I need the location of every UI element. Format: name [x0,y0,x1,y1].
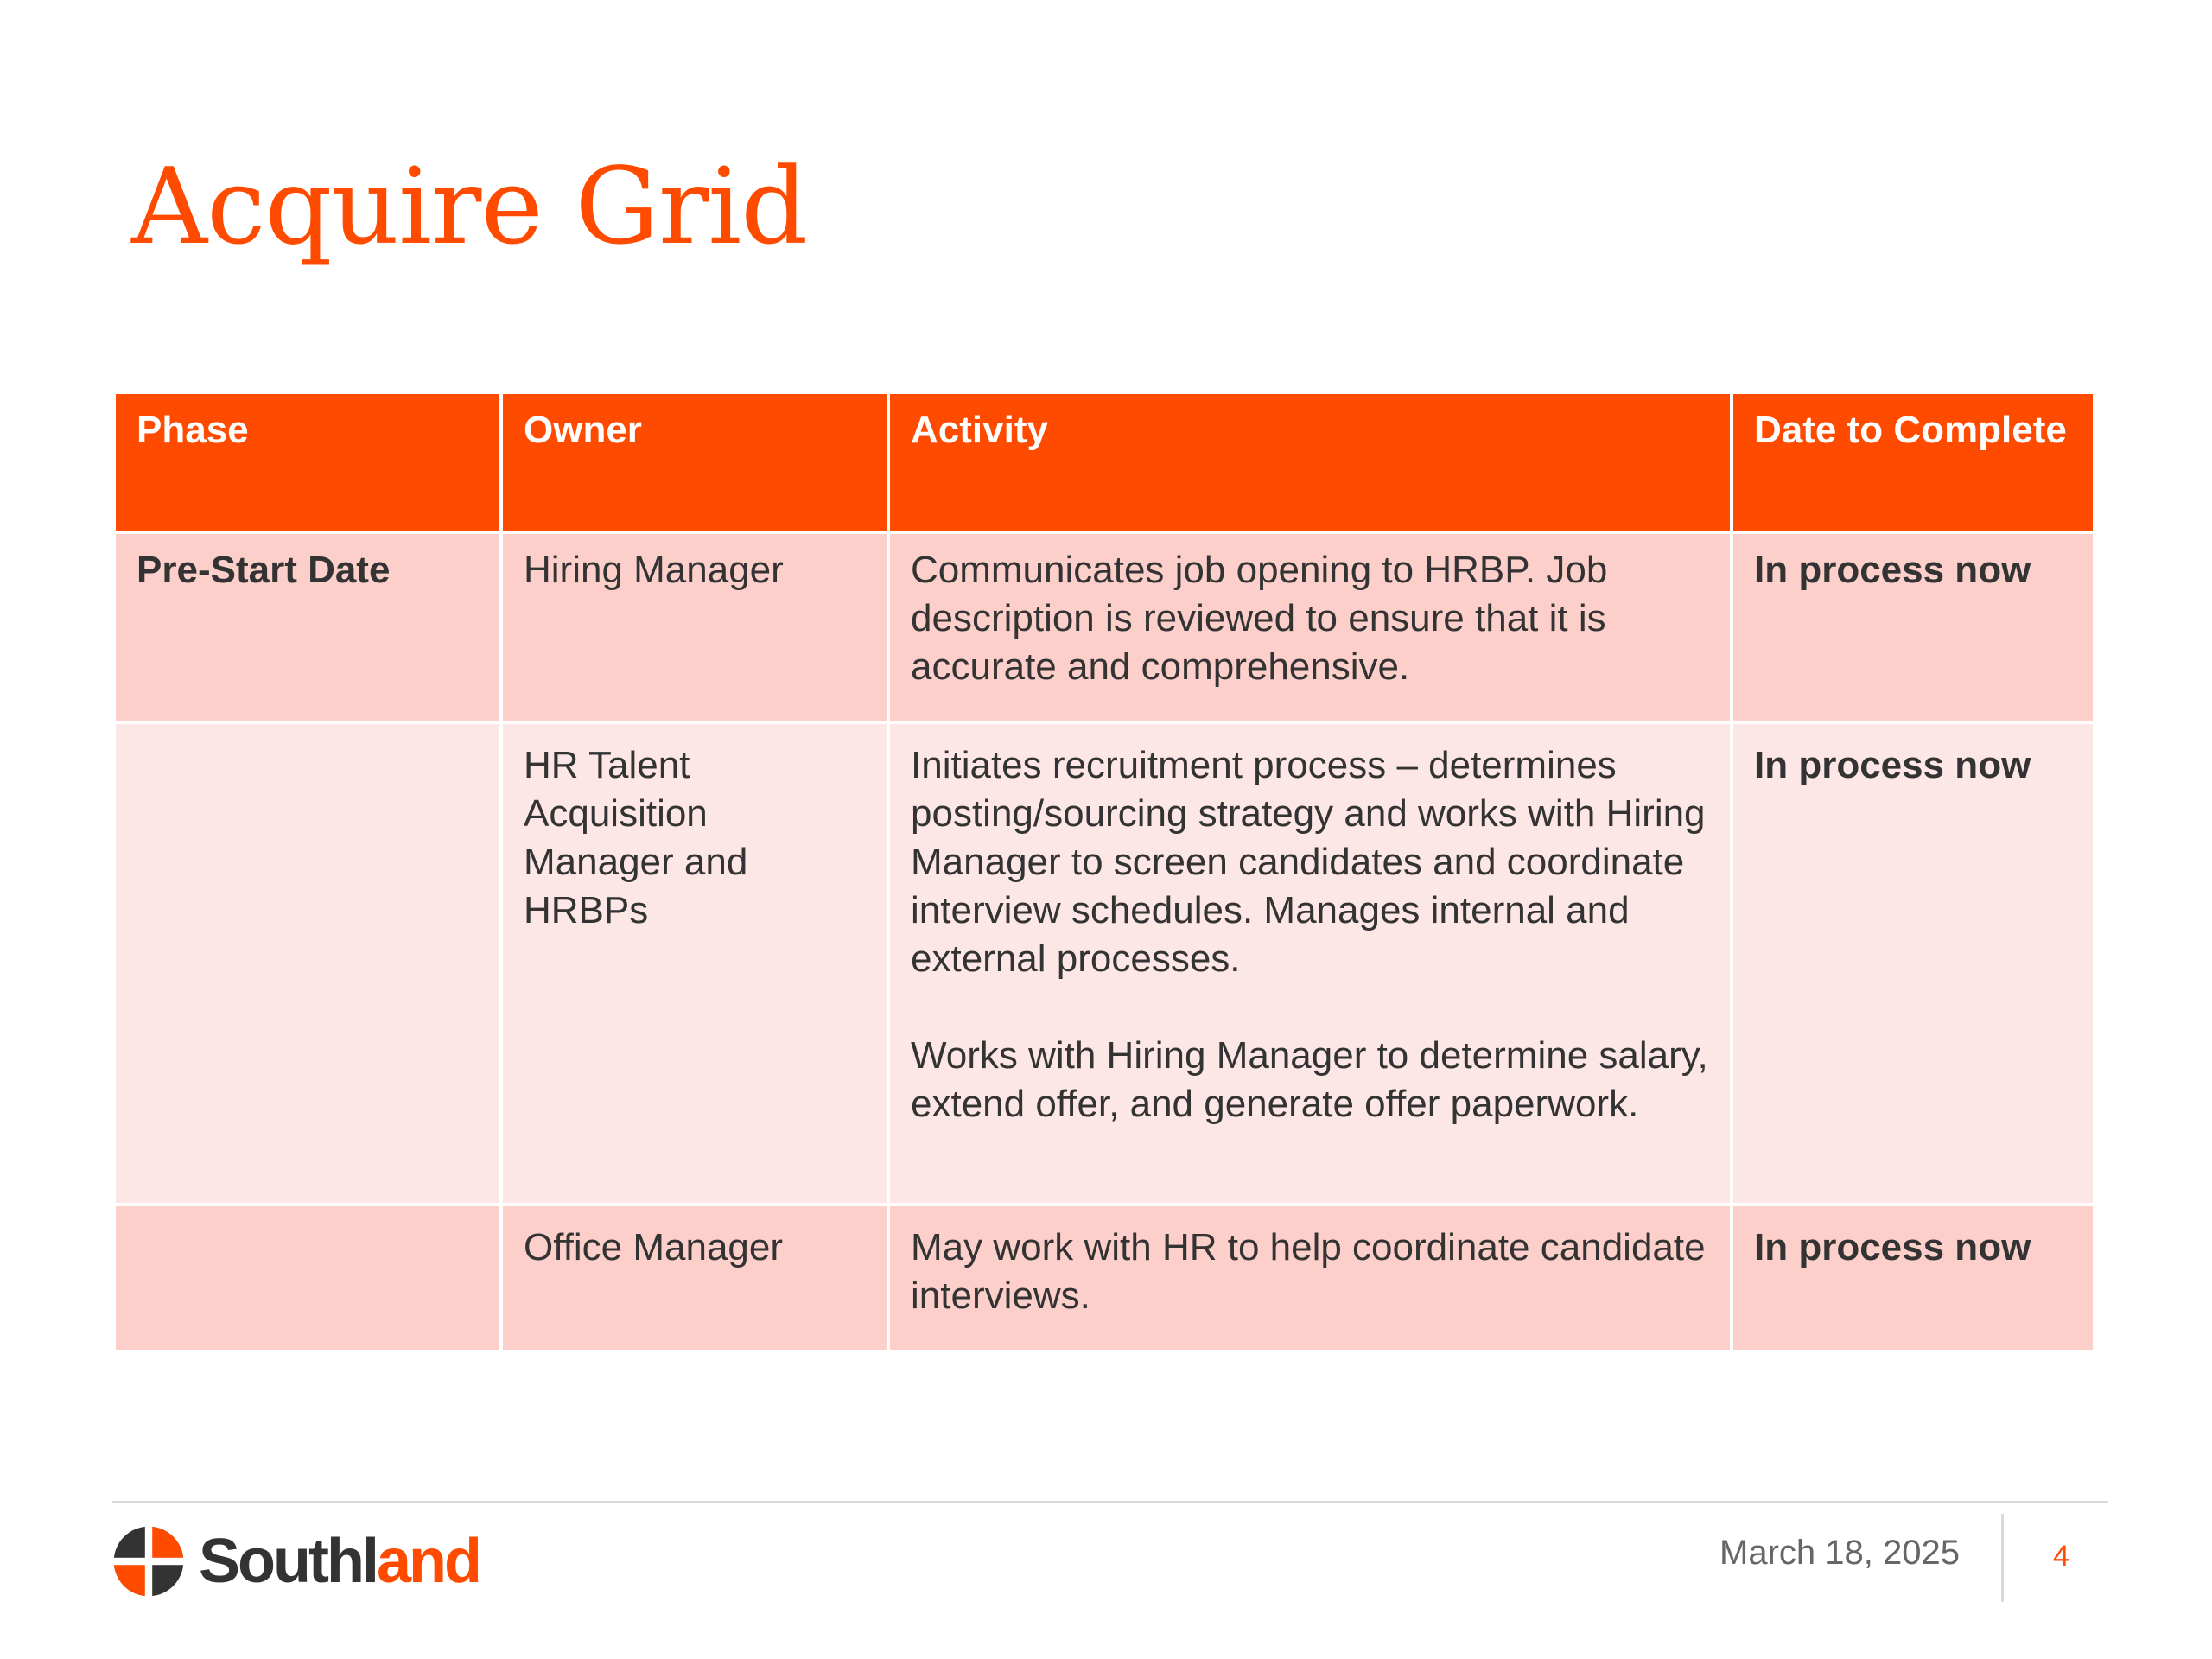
header-phase: Phase [114,392,501,532]
phase-cell [114,1205,501,1351]
date-cell: In process now [1732,532,2094,722]
activity-cell [888,722,1732,1205]
footer-date: March 18, 2025 [1719,1534,1960,1572]
activity-cell [888,532,1732,722]
activity-cell [888,1205,1732,1351]
owner-cell: Hiring Manager [501,532,888,722]
header-owner: Owner [501,392,888,532]
southland-logo-icon [112,1525,185,1598]
activity-text: Initiates recruitment process – determines posting/sourcing strategy and works with Hiring Manager to screen candidates and coordinate interview schedules. Manages internal and external processes. [911,744,1706,980]
logo-wordmark-main: Southl [199,1527,377,1596]
header-activity: Activity [888,392,1732,532]
southland-logo [112,1522,480,1600]
phase-cell: Pre-Start Date [114,532,501,722]
footer-divider-line [112,1501,2108,1503]
owner-cell: Office Manager [501,1205,888,1351]
date-cell: In process now [1732,722,2094,1205]
footer-vertical-divider [2001,1514,2004,1602]
activity-text: May work with HR to help coordinate candidate interviews. [911,1226,1706,1317]
owner-cell: HR Talent Acquisition Manager and HRBPs [501,722,888,1205]
logo-wordmark [199,1527,480,1596]
activity-text: Works with Hiring Manager to determine salary, extend offer, and generate offer paperwork. [911,1034,1708,1125]
logo-wordmark-accent: and [376,1527,480,1596]
activity-text: Communicates job opening to HRBP. Job description is reviewed to ensure that it is accurate and comprehensive. [911,549,1608,688]
table-row [114,722,2094,1205]
table-row [114,532,2094,722]
phase-cell [114,722,501,1205]
date-cell: In process now [1732,1205,2094,1351]
table-row [114,1205,2094,1351]
slide-title: Acquire Grid [131,145,808,268]
header-date-to-complete: Date to Complete [1732,392,2094,532]
page-number: 4 [2053,1540,2069,1573]
table-header-row [114,392,2094,532]
acquire-grid-table [112,391,2096,1353]
